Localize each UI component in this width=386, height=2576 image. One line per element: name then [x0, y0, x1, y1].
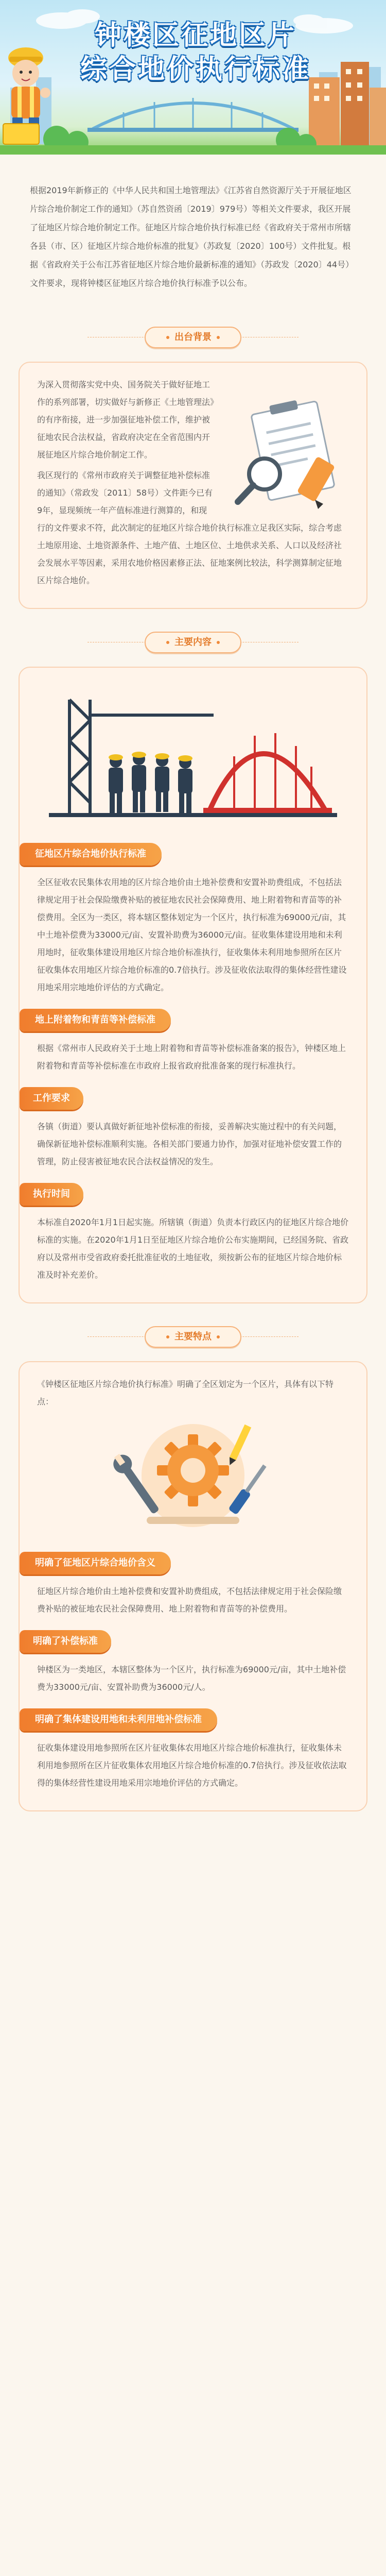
dot-icon — [166, 336, 169, 339]
background-paragraph-1: 为深入贯彻落实党中央、国务院关于做好征地工作的系列部署，切实做好与新修正《土地管理法》的有序衔接，进一步加强征地补偿工作，维护被征地农民合法权益，省政府决定在全省范围内开展征地区片综合地价制定工作。 — [37, 380, 215, 460]
section-pill — [145, 327, 241, 348]
standard-text: 全区征收农民集体农用地的区片综合地价由土地补偿费和安置补助费组成，不包括法律规定用于社会保险缴费补贴的被征地农民社会保障费用、地上附着物和青苗等的补偿费用。全区为一类区，将本辖区整体划定为一个区片，执行标准为69000元/亩，其中土地补偿费为33000元/亩、安置补助费为36000元/亩。征收集体建设用地和未利用地时，征收集体建设用地区片综合地价标准执行，征收集体未利用地参照所在区片征收集体农用地区片综合地价标准的0.7倍执行。涉及征收依法取得的集体经营性建设用地采用宗地地价评估的方式确定。 — [37, 877, 347, 992]
section-header-background — [0, 321, 386, 352]
features-intro: 《钟楼区征地区片综合地价执行标准》明确了全区划定为一个区片，具体有以下特点： — [37, 1379, 334, 1406]
dot-icon — [166, 1335, 169, 1338]
tools-gear-illustration — [85, 1414, 301, 1537]
requirements-text: 各镇（街道）要认真做好新征地补偿标准的衔接，妥善解决实施过程中的有关问题，确保新征地补偿标准顺利实施。各相关部门要通力协作，加强对征地补偿安置工作的管理，防止侵害被征地农民合法权益情况的发生。 — [37, 1122, 342, 1166]
subheader-attachments: 地上附着物和青苗等补偿标准 — [20, 1009, 171, 1031]
section-pill-label: 主要内容 — [174, 637, 212, 648]
title-line-2: 综合地价执行标准 — [80, 54, 311, 85]
header-banner — [0, 0, 386, 155]
subheader-effective-date: 执行时间 — [20, 1183, 83, 1206]
background-paragraph-2: 我区现行的《常州市政府关于调整征地补偿标准的通知》（常政发〔2011〕58号）文件距今已有9年，显现频统一年产值标准进行测算的，和现行的文件要求不符，此次制定的征地区片综合地价执行标准立足我区实际，综合考虑土地原用途、土地资源条件、土地产值、土地区位、土地供求关系、人口以及经济社会发展水平等因素，采用农地价格因素修正法、征地案例比较法，科学测算制定征地区片综合地价。 — [37, 470, 342, 585]
subheader-meaning: 明确了征地区片综合地价含义 — [20, 1552, 171, 1574]
workers-crane-illustration — [39, 684, 347, 828]
subheader-requirements: 工作要求 — [20, 1087, 83, 1110]
effective-date-text: 本标准自2020年1月1日起实施。所辖镇（街道）负责本行政区内的征地区片综合地价标准的实施。在2020年1月1日至征地区片综合地价公布实施期间，已经国务院、省政府以及常州市受省政府委托批准征收的土地征收，须按新公布的征地区片综合地价标准及时补充差价。 — [37, 1217, 349, 1280]
construction-land-text: 征收集体建设用地参照所在区片征收集体农用地区片综合地价标准执行，征收集体未利用地参照所在区片征收集体农用地区片综合地价标准的0.7倍执行。涉及征收依法取得的集体经营性建设用地采用宗地地价评估的方式确定。 — [37, 1743, 347, 1788]
section-pill — [145, 1326, 241, 1348]
background-card — [19, 362, 367, 609]
section-pill — [145, 632, 241, 653]
content-card — [19, 667, 367, 1303]
compensation-text: 钟楼区为一类地区，本辖区整体为一个区片，执行标准为69000元/亩，其中土地补偿费为33000元/亩、安置补助费为36000元/人。 — [37, 1665, 346, 1692]
page-title — [62, 19, 329, 87]
dot-icon — [217, 336, 220, 339]
intro-paragraph: 根据2019年新修正的《中华人民共和国土地管理法》《江苏省自然资源厅关于开展征地区片综合地价制定工作的通知》（苏自然资函〔2019〕979号）等相关文件要求，我区开展了征地区片综合地价制定工作。征地区片综合地价执行标准已经《省政府关于常州市所辖各县（市、区）征地区片综合地价标准的批复》（苏政复〔2020〕100号）文件批复。根据《省政府关于公布江苏省征地区片综合地价最新标准的通知》（苏政发〔2020〕44号）文件要求，现将钟楼区征地区片综合地价执行标准予以公布。 — [30, 185, 354, 288]
section-pill-label: 主要特点 — [174, 1331, 212, 1342]
subheader-compensation: 明确了补偿标准 — [20, 1630, 111, 1653]
section-pill-label: 出台背景 — [174, 332, 212, 343]
section-header-content — [0, 626, 386, 657]
attachments-text: 根据《常州市人民政府关于土地上附着物和青苗等补偿标准备案的报告》，钟楼区地上附着物和青苗等补偿标准在市政府上报省政府批准备案的现行标准执行。 — [37, 1043, 346, 1071]
document-illustration — [223, 397, 352, 510]
section-header-features — [0, 1321, 386, 1352]
dot-icon — [217, 641, 220, 644]
subheader-standard: 征地区片综合地价执行标准 — [20, 843, 162, 866]
title-line-1: 钟楼区征地区片 — [94, 20, 296, 51]
features-card — [19, 1361, 367, 1811]
dot-icon — [166, 641, 169, 644]
subheader-construction-land: 明确了集体建设用地和未利用地补偿标准 — [20, 1708, 217, 1731]
dot-icon — [217, 1335, 220, 1338]
meaning-text: 征地区片综合地价由土地补偿费和安置补助费组成，不包括法律规定用于社会保险缴费补贴的被征地农民社会保障费用、地上附着物和青苗等的补偿费用。 — [37, 1586, 342, 1614]
